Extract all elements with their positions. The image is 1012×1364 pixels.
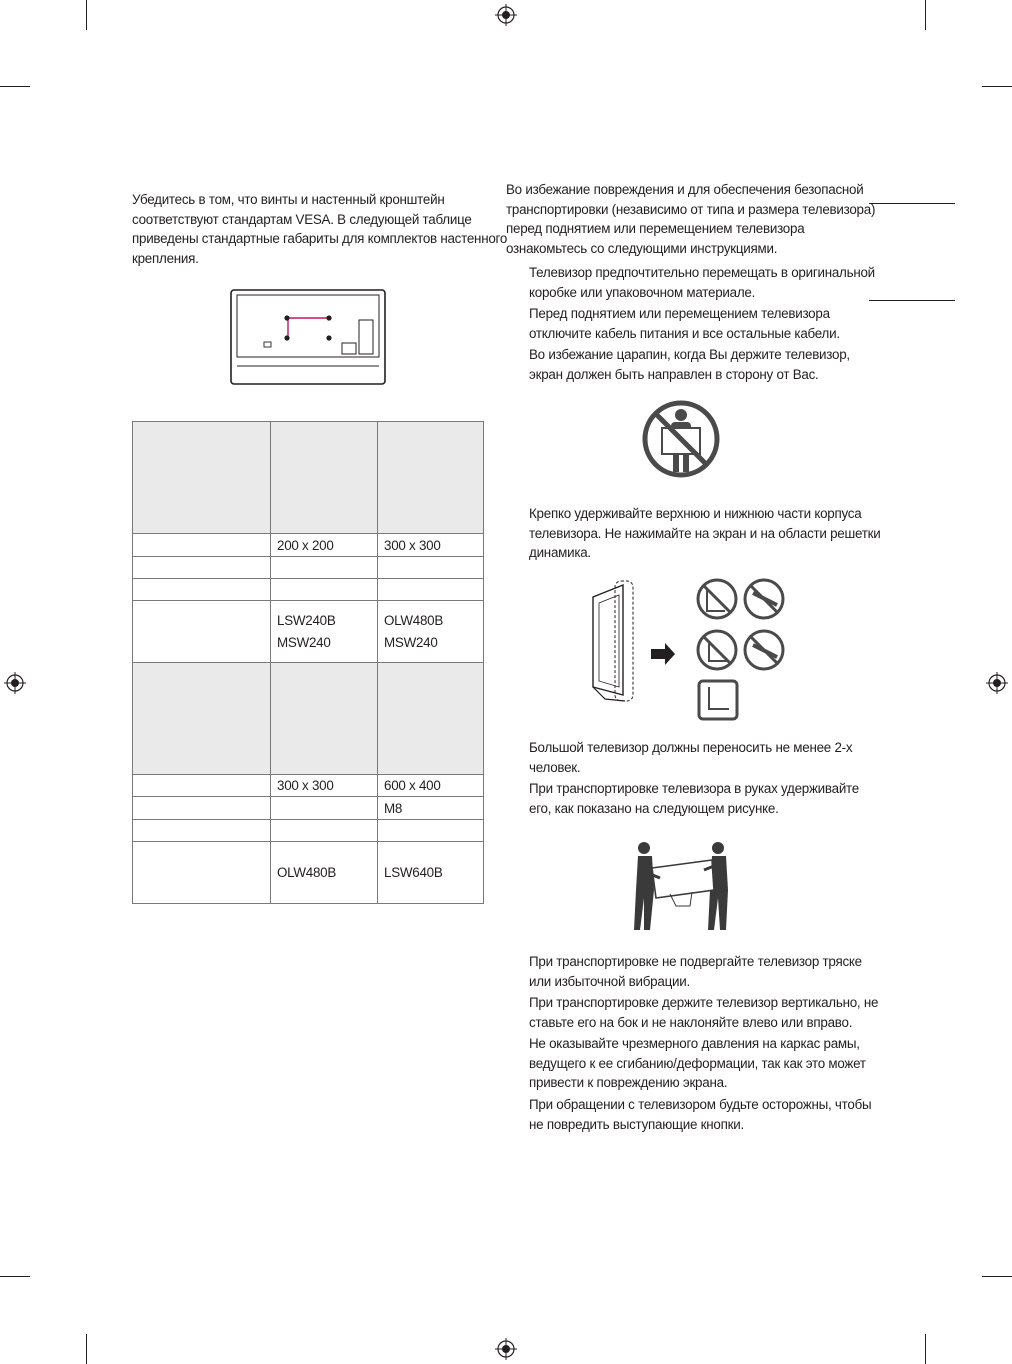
list-item: Не оказывайте чрезмерного давления на каркас рамы, ведущего к ее сгибанию/деформации, так как это может привести к повреждению экрана. bbox=[529, 1036, 866, 1090]
table-row bbox=[133, 601, 484, 663]
list-item: Перед поднятием или перемещением телевизора отключите кабель питания и все остальные кабели. bbox=[529, 306, 840, 341]
table-cell bbox=[271, 579, 378, 601]
table-cell: 300 x 300 bbox=[271, 775, 378, 797]
table-cell bbox=[133, 557, 271, 579]
tv-grip-illustration bbox=[585, 575, 790, 723]
crop-mark bbox=[0, 1276, 30, 1277]
table-header-row bbox=[133, 422, 484, 534]
table-cell: LSW240B MSW240 bbox=[271, 601, 378, 663]
crop-mark bbox=[925, 0, 926, 30]
table-cell bbox=[271, 663, 378, 775]
table-cell: 300 x 300 bbox=[378, 534, 484, 557]
table-cell: OLW480B MSW240 bbox=[378, 601, 484, 663]
table-cell bbox=[271, 422, 378, 534]
table-row bbox=[133, 842, 484, 904]
list-item: Большой телевизор должны переносить не менее 2-х человек. bbox=[529, 740, 853, 775]
table-cell: OLW480B bbox=[271, 842, 378, 904]
crop-mark bbox=[86, 0, 87, 30]
table-row bbox=[133, 534, 484, 557]
tv-back-vesa-illustration bbox=[229, 288, 387, 386]
table-cell: 600 x 400 bbox=[378, 775, 484, 797]
table-cell: M8 bbox=[378, 797, 484, 820]
crop-mark bbox=[982, 86, 1012, 87]
table-row bbox=[133, 557, 484, 579]
registration-mark-icon bbox=[4, 672, 26, 694]
table-cell bbox=[133, 534, 271, 557]
crop-mark bbox=[925, 1334, 926, 1364]
table-row bbox=[133, 775, 484, 797]
table-cell bbox=[378, 820, 484, 842]
registration-mark-icon bbox=[986, 672, 1008, 694]
table-cell bbox=[271, 797, 378, 820]
list-item: При транспортировке телевизора в руках удерживайте его, как показано на следующем рисунке. bbox=[529, 781, 859, 816]
table-cell bbox=[378, 422, 484, 534]
table-cell bbox=[378, 663, 484, 775]
table-cell bbox=[133, 820, 271, 842]
table-cell bbox=[378, 579, 484, 601]
list-item: При обращении с телевизором будьте осторожны, чтобы не повредить выступающие кнопки. bbox=[529, 1097, 872, 1132]
list-item: При транспортировке не подвергайте телевизор тряске или избыточной вибрации. bbox=[529, 954, 862, 989]
vesa-intro-paragraph: Убедитесь в том, что винты и настенный кронштейн соответствуют стандартам VESA. В следующей таблице приведены стандартные габариты для комплектов настенного крепления. bbox=[132, 192, 508, 266]
crop-mark bbox=[86, 1334, 87, 1364]
table-cell bbox=[133, 663, 271, 775]
list-item: Во избежание царапин, когда Вы держите телевизор, экран должен быть направлен в сторону от Вас. bbox=[529, 347, 850, 382]
table-row bbox=[133, 820, 484, 842]
registration-mark-icon bbox=[495, 1338, 517, 1360]
registration-mark-icon bbox=[495, 4, 517, 26]
table-row bbox=[133, 579, 484, 601]
table-row bbox=[133, 797, 484, 820]
margin-rule bbox=[869, 300, 955, 301]
table-cell bbox=[133, 422, 271, 534]
table-cell bbox=[271, 557, 378, 579]
list-item: При транспортировке держите телевизор вертикально, не ставьте его на бок и не наклоняйте влево или вправо. bbox=[529, 995, 879, 1030]
list-item: Телевизор предпочтительно перемещать в оригинальной коробке или упаковочном материале. bbox=[529, 265, 875, 300]
table-cell bbox=[133, 775, 271, 797]
margin-rule bbox=[869, 203, 955, 204]
two-person-carry-illustration bbox=[630, 838, 734, 932]
table-cell: LSW640B bbox=[378, 842, 484, 904]
table-cell bbox=[133, 842, 271, 904]
crop-mark bbox=[982, 1276, 1012, 1277]
table-cell bbox=[271, 820, 378, 842]
transport-intro-paragraph: Во избежание повреждения и для обеспечения безопасной транспортировки (независимо от типа и размера телевизора) перед поднятием или перемещением телевизора ознакомьтесь со следующими инструкциями. bbox=[506, 182, 876, 256]
table-cell bbox=[378, 557, 484, 579]
table-cell bbox=[133, 601, 271, 663]
table-cell: 200 x 200 bbox=[271, 534, 378, 557]
table-header-row bbox=[133, 663, 484, 775]
list-item: Крепко удерживайте верхнюю и нижнюю части корпуса телевизора. Не нажимайте на экран и на области решетки динамика. bbox=[529, 506, 881, 560]
vesa-spec-table bbox=[132, 421, 484, 904]
crop-mark bbox=[0, 86, 30, 87]
table-cell bbox=[133, 797, 271, 820]
no-screen-facing-carry-icon bbox=[640, 398, 722, 480]
table-cell bbox=[133, 579, 271, 601]
